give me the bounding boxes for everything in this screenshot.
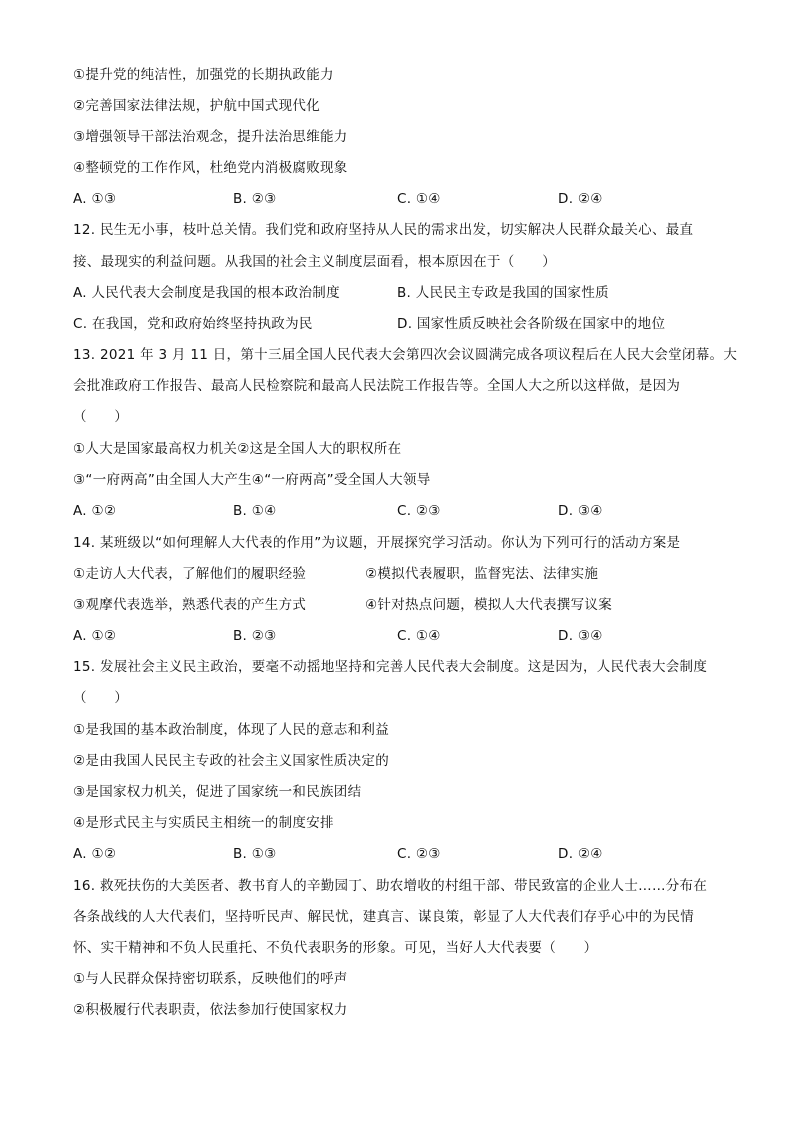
choice-a: A. ①③ [73,191,117,207]
question-stem: 怀、实干精神和不负人民重托、不负代表职务的形象。可见，当好人大代表要（ ） [73,940,598,956]
answer-bracket: （ ） [73,409,129,425]
option-line: ②完善国家法律法规，护航中国式现代化 [73,98,321,114]
question-stem: 各条战线的人大代表们，坚持听民声、解民忧，建真言、谋良策，彰显了人大代表们存乎心中的为民情 [73,909,694,925]
option-line: ①人大是国家最高权力机关②这是全国人大的职权所在 [73,441,402,457]
option-line: ①与人民群众保持密切联系，反映他们的呼声 [73,971,348,987]
question-stem: 15. 发展社会主义民主政治，要毫不动摇地坚持和完善人民代表大会制度。这是因为，人民代表大会制度 [73,659,708,675]
choice-d: D. ②④ [558,191,603,207]
choice-d: D. ②④ [558,846,603,862]
question-stem: 16. 救死扶伤的大美医者、教书育人的辛勤园丁、助农增收的村组干部、带民致富的企业人士……分布在 [73,878,708,894]
option-line: ④是形式民主与实质民主相统一的制度安排 [73,815,334,831]
choice-a: A. ①② [73,846,117,862]
choice-c: C. 在我国，党和政府始终坚持执政为民 [73,316,313,332]
choice-a: A. ①② [73,628,117,644]
choice-a: A. ①② [73,503,117,519]
choice-b: B. ②③ [233,191,277,207]
option-line: ②是由我国人民民主专政的社会主义国家性质决定的 [73,753,390,769]
question-stem: 13. 2021 年 3 月 11 日，第十三届全国人民代表大会第四次会议圆满完成各项议程后在人民大会堂闭幕。大 [73,347,738,363]
choice-c: C. ②③ [397,503,441,519]
option-line: ②模拟代表履职，监督宪法、法律实施 [365,566,599,582]
option-line: ③增强领导干部法治观念，提升法治思维能力 [73,129,348,145]
option-line: ①提升党的纯洁性，加强党的长期执政能力 [73,67,334,83]
choice-b: B. ①④ [233,503,277,519]
choice-c: C. ①④ [397,191,441,207]
option-line: ③观摩代表选举，熟悉代表的产生方式 [73,597,307,613]
choice-a: A. 人民代表大会制度是我国的根本政治制度 [73,285,340,301]
option-line: ①是我国的基本政治制度，体现了人民的意志和利益 [73,722,390,738]
question-stem: 14. 某班级以“如何理解人大代表的作用”为议题，开展探究学习活动。你认为下列可行的活动方案是 [73,535,681,551]
question-stem: 接、最现实的利益问题。从我国的社会主义制度层面看，根本原因在于（ ） [73,254,556,270]
option-line: ④整顿党的工作作风，杜绝党内消极腐败现象 [73,160,348,176]
option-line: ③是国家权力机关，促进了国家统一和民族团结 [73,784,362,800]
question-stem: 会批准政府工作报告、最高人民检察院和最高人民法院工作报告等。全国人大之所以这样做，是因为 [73,378,681,394]
choice-c: C. ②③ [397,846,441,862]
answer-bracket: （ ） [73,690,129,706]
choice-c: C. ①④ [397,628,441,644]
choice-b: B. ①③ [233,846,277,862]
option-line: ③“一府两高”由全国人大产生④“一府两高”受全国人大领导 [73,472,431,488]
choice-d: D. ③④ [558,628,603,644]
choice-d: D. ③④ [558,503,603,519]
choice-d: D. 国家性质反映社会各阶级在国家中的地位 [397,316,666,332]
choice-b: B. ②③ [233,628,277,644]
choice-b: B. 人民民主专政是我国的国家性质 [397,285,609,301]
question-stem: 12. 民生无小事，枝叶总关情。我们党和政府坚持从人民的需求出发，切实解决人民群众最关心、最直 [73,222,694,238]
option-line: ④针对热点问题，模拟人大代表撰写议案 [365,597,613,613]
option-line: ①走访人大代表，了解他们的履职经验 [73,566,307,582]
option-line: ②积极履行代表职责，依法参加行使国家权力 [73,1002,348,1018]
